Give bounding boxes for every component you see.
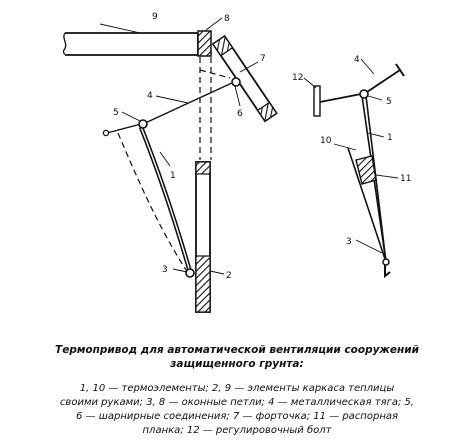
label-4-right: 4 — [354, 55, 360, 65]
label-9: 9 — [152, 12, 158, 22]
frame-beam-9 — [63, 33, 198, 55]
label-2: 2 — [226, 271, 232, 281]
label-6: 6 — [237, 109, 243, 119]
label-11: 11 — [400, 174, 412, 184]
label-5: 5 — [113, 108, 119, 118]
label-5-right: 5 — [386, 97, 392, 107]
label-1: 1 — [170, 171, 176, 181]
caption-legend-line: планка; 12 — регулировочный болт — [142, 425, 332, 436]
hinge-hook — [385, 265, 390, 276]
hinge-joint-6 — [232, 78, 240, 86]
label-3: 3 — [162, 265, 168, 275]
caption-legend-line: своими руками; 3, 8 — оконные петли; 4 — металлическая тяга; 5, — [59, 397, 415, 408]
bracket-line — [107, 124, 141, 133]
label-8: 8 — [224, 14, 230, 24]
label-4: 4 — [147, 91, 153, 101]
adjust-bracket — [364, 64, 404, 94]
caption-title-line: защищенного грунта: — [170, 358, 304, 370]
caption-legend-line: 1, 10 — термоэлементы; 2, 9 — элементы каркаса теплицы — [79, 383, 395, 394]
label-10: 10 — [320, 136, 332, 146]
label-12: 12 — [292, 73, 304, 83]
window-hinge-3 — [186, 269, 194, 277]
window-hinge-8 — [198, 31, 211, 56]
caption-legend — [0, 382, 474, 438]
metal-rod-4 — [143, 82, 234, 124]
frame-post-2 — [196, 162, 210, 312]
regulating-bolt-12 — [314, 86, 361, 116]
window-7 — [213, 36, 277, 121]
label-3-right: 3 — [346, 237, 352, 247]
caption-title-line: Термопривод для автоматической вентиляции сооружений — [55, 344, 419, 356]
caption-legend-line: 6 — шарнирные соединения; 7 — форточка; 11 — распорная — [75, 411, 398, 422]
hinge-joint-5 — [139, 120, 147, 128]
closed-position-lines — [118, 57, 230, 273]
caption-title — [0, 343, 474, 371]
hinge-joint-3-right — [383, 259, 389, 265]
label-7: 7 — [260, 54, 266, 64]
label-1-right: 1 — [387, 133, 393, 143]
thermo-element-1 — [141, 127, 190, 272]
hinge-joint-5-right — [360, 90, 368, 98]
